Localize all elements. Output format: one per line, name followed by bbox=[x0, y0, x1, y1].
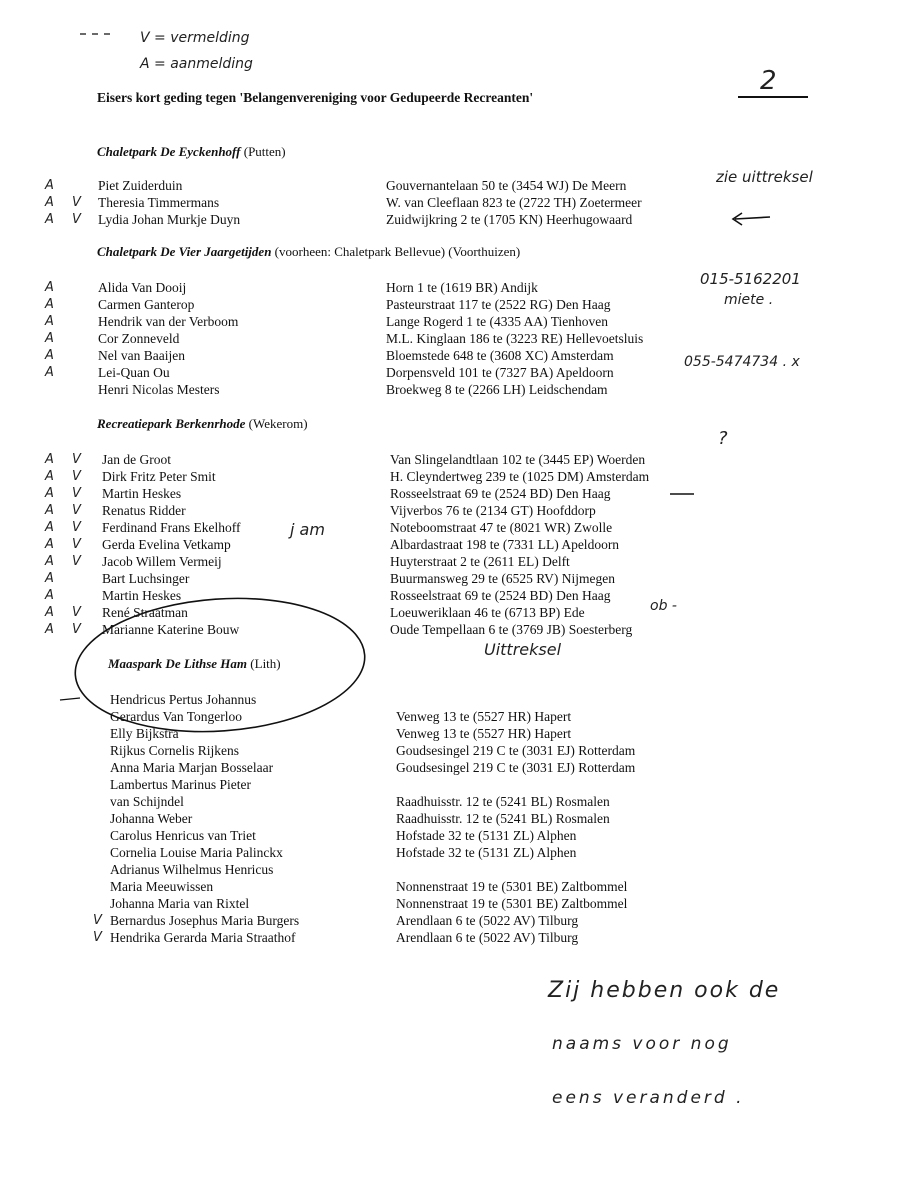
vermelding-mark: V bbox=[93, 913, 102, 928]
member-name: Renatus Ridder bbox=[102, 503, 186, 518]
member-name: Alida Van Dooij bbox=[98, 280, 187, 295]
section-name: Recreatiepark Berkenrhode bbox=[97, 416, 246, 431]
note-jam: j am bbox=[290, 520, 325, 539]
vermelding-mark: V bbox=[72, 622, 81, 637]
member-address: Rosseelstraat 69 te (2524 BD) Den Haag bbox=[390, 486, 611, 501]
page-number: 2 bbox=[760, 66, 777, 96]
vermelding-mark: V bbox=[72, 537, 81, 552]
member-address: Pasteurstraat 117 te (2522 RG) Den Haag bbox=[386, 297, 611, 312]
vermelding-mark: V bbox=[72, 554, 81, 569]
circle-annotation bbox=[71, 589, 370, 741]
section-location: (Putten) bbox=[243, 144, 286, 159]
aanmelding-mark: A bbox=[45, 314, 54, 329]
member-name: Johanna Weber bbox=[110, 811, 193, 826]
member-address: Hofstade 32 te (5131 ZL) Alphen bbox=[396, 828, 577, 843]
note-miete: miete . bbox=[724, 292, 774, 308]
aanmelding-mark: A bbox=[45, 486, 54, 501]
member-address: Huyterstraat 2 te (2611 EL) Delft bbox=[390, 554, 570, 569]
note-closing-line-2: naams voor nog bbox=[552, 1034, 732, 1054]
member-name: Bernardus Josephus Maria Burgers bbox=[110, 913, 300, 928]
member-name: Bart Luchsinger bbox=[102, 571, 190, 586]
legend-vermelding: V = vermelding bbox=[140, 30, 250, 46]
aanmelding-mark: A bbox=[45, 331, 54, 346]
member-name: Piet Zuiderduin bbox=[98, 178, 183, 193]
member-address: Noteboomstraat 47 te (8021 WR) Zwolle bbox=[390, 520, 613, 535]
aanmelding-mark: A bbox=[45, 554, 54, 569]
aanmelding-mark: A bbox=[45, 571, 54, 586]
aanmelding-mark: A bbox=[45, 195, 54, 210]
member-name: Hendricus Pertus Johannus bbox=[110, 692, 257, 707]
vermelding-mark: V bbox=[72, 486, 81, 501]
note-ob: ob - bbox=[650, 598, 677, 614]
member-name: Jan de Groot bbox=[102, 452, 171, 467]
section-location: (Lith) bbox=[250, 656, 281, 671]
member-name: Lydia Johan Murkje Duyn bbox=[98, 212, 241, 227]
member-address: Venweg 13 te (5527 HR) Hapert bbox=[396, 726, 572, 741]
aanmelding-mark: A bbox=[45, 503, 54, 518]
aanmelding-mark: A bbox=[45, 588, 54, 603]
aanmelding-mark: A bbox=[45, 469, 54, 484]
member-name: Johanna Maria van Rixtel bbox=[110, 896, 250, 911]
section-name: Maaspark De Lithse Ham bbox=[108, 656, 248, 671]
note-closing-line-3: eens veranderd . bbox=[552, 1088, 745, 1108]
note-phone-2: 055-5474734 . x bbox=[684, 354, 800, 370]
member-address: Vijverbos 76 te (2134 GT) Hoofddorp bbox=[390, 503, 596, 518]
member-name: Martin Heskes bbox=[102, 486, 182, 501]
member-address: Albardastraat 198 te (7331 LL) Apeldoorn bbox=[390, 537, 620, 552]
vermelding-mark: V bbox=[72, 605, 81, 620]
vermelding-mark: V bbox=[72, 212, 81, 227]
member-name: Theresia Timmermans bbox=[98, 195, 220, 210]
member-name: Cornelia Louise Maria Palinckx bbox=[110, 845, 283, 860]
member-address: Arendlaan 6 te (5022 AV) Tilburg bbox=[396, 930, 579, 945]
member-name: Lei-Quan Ou bbox=[98, 365, 170, 380]
member-address: Bloemstede 648 te (3608 XC) Amsterdam bbox=[386, 348, 614, 363]
note-uittreksel: Uittreksel bbox=[484, 640, 562, 659]
member-name: Carolus Henricus van Triet bbox=[110, 828, 256, 843]
member-address: Loeuweriklaan 46 te (6713 BP) Ede bbox=[390, 605, 585, 620]
member-address: Van Slingelandtlaan 102 te (3445 EP) Woerden bbox=[390, 452, 646, 467]
member-name: Martin Heskes bbox=[102, 588, 182, 603]
note-question: ? bbox=[718, 428, 728, 449]
member-address: Rosseelstraat 69 te (2524 BD) Den Haag bbox=[390, 588, 611, 603]
legend-aanmelding: A = aanmelding bbox=[140, 56, 253, 72]
member-name: Carmen Ganterop bbox=[98, 297, 195, 312]
section-name: Chaletpark De Eyckenhoff bbox=[97, 144, 241, 159]
member-name: Anna Maria Marjan Bosselaar bbox=[110, 760, 274, 775]
member-address: Nonnenstraat 19 te (5301 BE) Zaltbommel bbox=[396, 896, 628, 911]
member-address: Dorpensveld 101 te (7327 BA) Apeldoorn bbox=[386, 365, 614, 380]
section-location: (voorheen: Chaletpark Bellevue) (Voorthuizen) bbox=[274, 244, 521, 259]
member-address: Zuidwijkring 2 te (1705 KN) Heerhugowaard bbox=[386, 212, 633, 227]
note-closing-line-1: Zij hebben ook de bbox=[548, 978, 781, 1003]
aanmelding-mark: A bbox=[45, 348, 54, 363]
note-phone-1: 015-5162201 bbox=[700, 270, 801, 288]
page-title: Eisers kort geding tegen 'Belangenvereniging voor Gedupeerde Recreanten' bbox=[97, 90, 534, 105]
member-name: Adrianus Wilhelmus Henricus bbox=[110, 862, 274, 877]
member-name: Marianne Katerine Bouw bbox=[102, 622, 240, 637]
member-address: H. Cleyndertweg 239 te (1025 DM) Amsterdam bbox=[390, 469, 650, 484]
member-name: Ferdinand Frans Ekelhoff bbox=[102, 520, 241, 535]
member-address: Buurmansweg 29 te (6525 RV) Nijmegen bbox=[390, 571, 616, 586]
aanmelding-mark: A bbox=[45, 537, 54, 552]
member-address: Nonnenstraat 19 te (5301 BE) Zaltbommel bbox=[396, 879, 628, 894]
member-address: Oude Tempellaan 6 te (3769 JB) Soesterberg bbox=[390, 622, 633, 637]
vermelding-mark: V bbox=[72, 452, 81, 467]
aanmelding-mark: A bbox=[45, 605, 54, 620]
vermelding-mark: V bbox=[72, 469, 81, 484]
member-name: Cor Zonneveld bbox=[98, 331, 180, 346]
aanmelding-mark: A bbox=[45, 212, 54, 227]
member-name: Gerardus Van Tongerloo bbox=[110, 709, 243, 724]
member-address: W. van Cleeflaan 823 te (2722 TH) Zoetermeer bbox=[386, 195, 642, 210]
dash-mark bbox=[60, 698, 80, 700]
member-name: Elly Bijkstra bbox=[110, 726, 179, 741]
member-address: Arendlaan 6 te (5022 AV) Tilburg bbox=[396, 913, 579, 928]
member-name: Dirk Fritz Peter Smit bbox=[102, 469, 216, 484]
section-name: Chaletpark De Vier Jaargetijden bbox=[97, 244, 272, 259]
section-location: (Wekerom) bbox=[248, 416, 308, 431]
member-address: Venweg 13 te (5527 HR) Hapert bbox=[396, 709, 572, 724]
member-name: Gerda Evelina Vetkamp bbox=[102, 537, 231, 552]
member-address: Goudsesingel 219 C te (3031 EJ) Rotterdam bbox=[396, 743, 636, 758]
aanmelding-mark: A bbox=[45, 622, 54, 637]
member-address: Raadhuisstr. 12 te (5241 BL) Rosmalen bbox=[396, 794, 610, 809]
aanmelding-mark: A bbox=[45, 520, 54, 535]
member-address: Horn 1 te (1619 BR) Andijk bbox=[386, 280, 538, 295]
member-name: Hendrik van der Verboom bbox=[98, 314, 239, 329]
member-address: M.L. Kinglaan 186 te (3223 RE) Hellevoetsluis bbox=[386, 331, 644, 346]
aanmelding-mark: A bbox=[45, 452, 54, 467]
member-name: Rijkus Cornelis Rijkens bbox=[110, 743, 240, 758]
member-address: Lange Rogerd 1 te (4335 AA) Tienhoven bbox=[386, 314, 608, 329]
note-zie-uittreksel: zie uittreksel bbox=[716, 168, 813, 186]
vermelding-mark: V bbox=[72, 520, 81, 535]
member-name: Nel van Baaijen bbox=[98, 348, 185, 363]
member-name: René Straatman bbox=[102, 605, 188, 620]
vermelding-mark: V bbox=[93, 930, 102, 945]
member-address: Goudsesingel 219 C te (3031 EJ) Rotterdam bbox=[396, 760, 636, 775]
member-name: Henri Nicolas Mesters bbox=[98, 382, 220, 397]
aanmelding-mark: A bbox=[45, 178, 54, 193]
aanmelding-mark: A bbox=[45, 365, 54, 380]
aanmelding-mark: A bbox=[45, 297, 54, 312]
member-name: Hendrika Gerarda Maria Straathof bbox=[110, 930, 296, 945]
member-name: van Schijndel bbox=[110, 794, 184, 809]
member-address: Broekweg 8 te (2266 LH) Leidschendam bbox=[386, 382, 608, 397]
member-name: Lambertus Marinus Pieter bbox=[110, 777, 251, 792]
arrow-annotation bbox=[733, 213, 770, 225]
member-name: Maria Meeuwissen bbox=[110, 879, 214, 894]
member-address: Raadhuisstr. 12 te (5241 BL) Rosmalen bbox=[396, 811, 610, 826]
member-name: Jacob Willem Vermeij bbox=[102, 554, 222, 569]
member-address: Hofstade 32 te (5131 ZL) Alphen bbox=[396, 845, 577, 860]
member-address: Gouvernantelaan 50 te (3454 WJ) De Meern bbox=[386, 178, 627, 193]
vermelding-mark: V bbox=[72, 195, 81, 210]
vermelding-mark: V bbox=[72, 503, 81, 518]
aanmelding-mark: A bbox=[45, 280, 54, 295]
